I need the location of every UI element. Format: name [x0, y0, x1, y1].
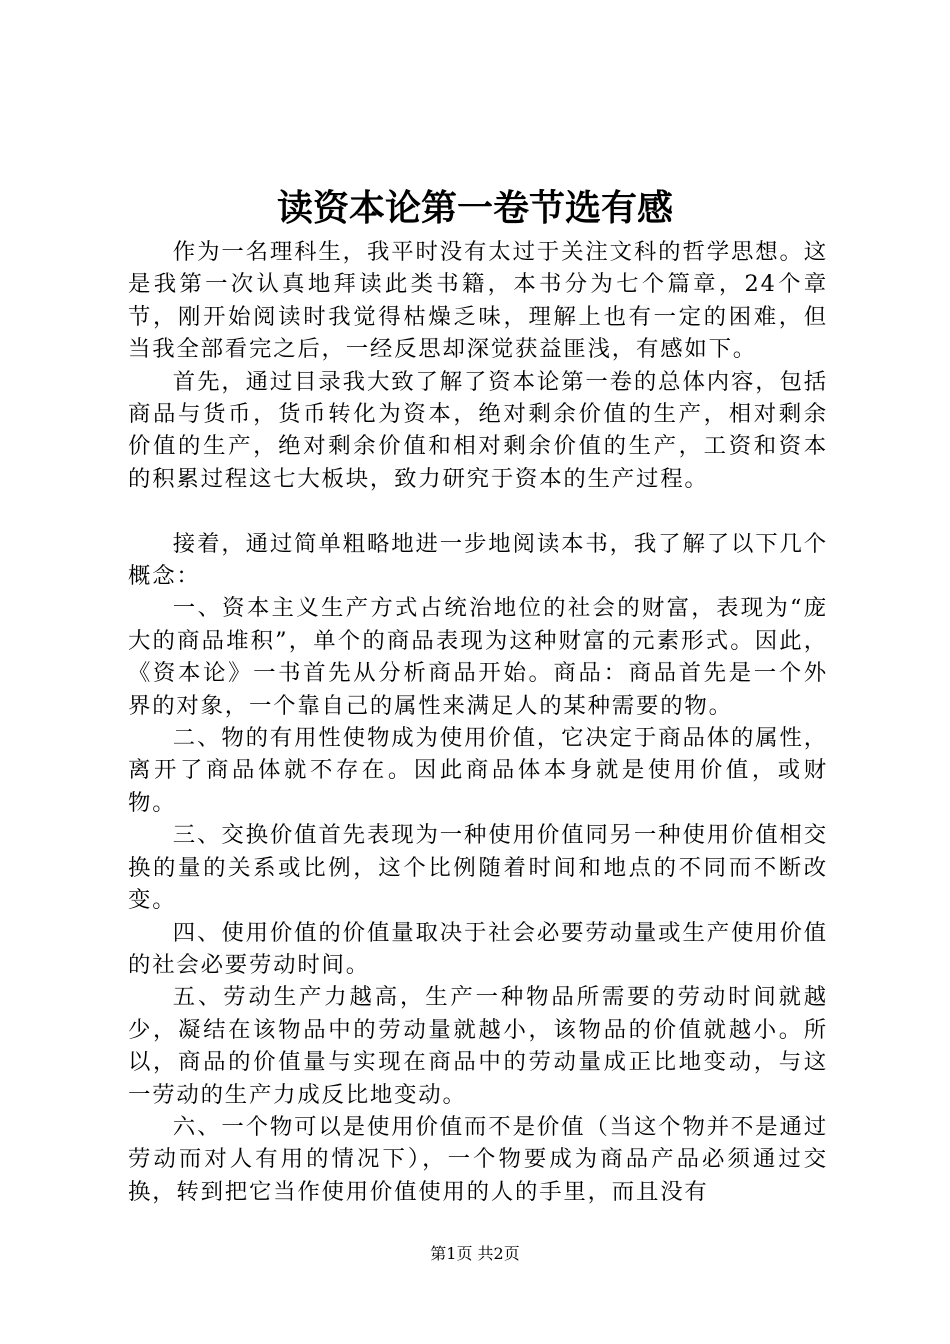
paragraph-concept-1: 一、资本主义生产方式占统治地位的社会的财富，表现为“庞大的商品堆积”，单个的商品表现为这种财富的元素形式。因此，《资本论》一书首先从分析商品开始。商品：商品首先是一个外界的对象，一个靠自己的属性来满足人的某种需要的物。	[128, 595, 828, 719]
paragraph-concept-5: 五、劳动生产力越高，生产一种物品所需要的劳动时间就越少，凝结在该物品中的劳动量就越小，该物品的价值就越小。所以，商品的价值量与实现在商品中的劳动量成正比地变动，与这一劳动的生产力成反比地变动。	[128, 984, 828, 1108]
document-title: 读资本论第一卷节选有感	[276, 187, 673, 229]
paragraph-concept-4: 四、使用价值的价值量取决于社会必要劳动量或生产使用价值的社会必要劳动时间。	[128, 919, 828, 978]
document-body	[128, 236, 828, 1208]
paragraph-concept-2: 二、物的有用性使物成为使用价值，它决定于商品体的属性，离开了商品体就不存在。因此商品体本身就是使用价值，或财物。	[128, 725, 828, 816]
paragraph-overview: 首先，通过目录我大致了解了资本论第一卷的总体内容，包括商品与货币，货币转化为资本，绝对剩余价值的生产，相对剩余价值的生产，绝对剩余价值和相对剩余价值的生产，工资和资本的积累过程这七大板块，致力研究于资本的生产过程。	[128, 368, 828, 492]
paragraph-concept-6: 六、一个物可以是使用价值而不是价值（当这个物并不是通过劳动而对人有用的情况下），一个物要成为商品产品必须通过交换，转到把它当作使用价值使用的人的手里，而且没有	[128, 1113, 828, 1205]
paragraph-spacer	[128, 495, 828, 527]
paragraph-concepts-intro: 接着，通过简单粗略地进一步地阅读本书，我了解了以下几个概念：	[128, 530, 828, 590]
paragraph-intro: 作为一名理科生，我平时没有太过于关注文科的哲学思想。这是我第一次认真地拜读此类书籍，本书分为七个篇章，24个章节，刚开始阅读时我觉得枯燥乏味，理解上也有一定的困难，但当我全部看完之后，一经反思却深觉获益匪浅，有感如下。	[128, 239, 828, 363]
paragraph-concept-3: 三、交换价值首先表现为一种使用价值同另一种使用价值相交换的量的关系或比例，这个比例随着时间和地点的不同而不断改变。	[128, 822, 828, 914]
page-footer: 第1页 共2页	[430, 1244, 520, 1263]
